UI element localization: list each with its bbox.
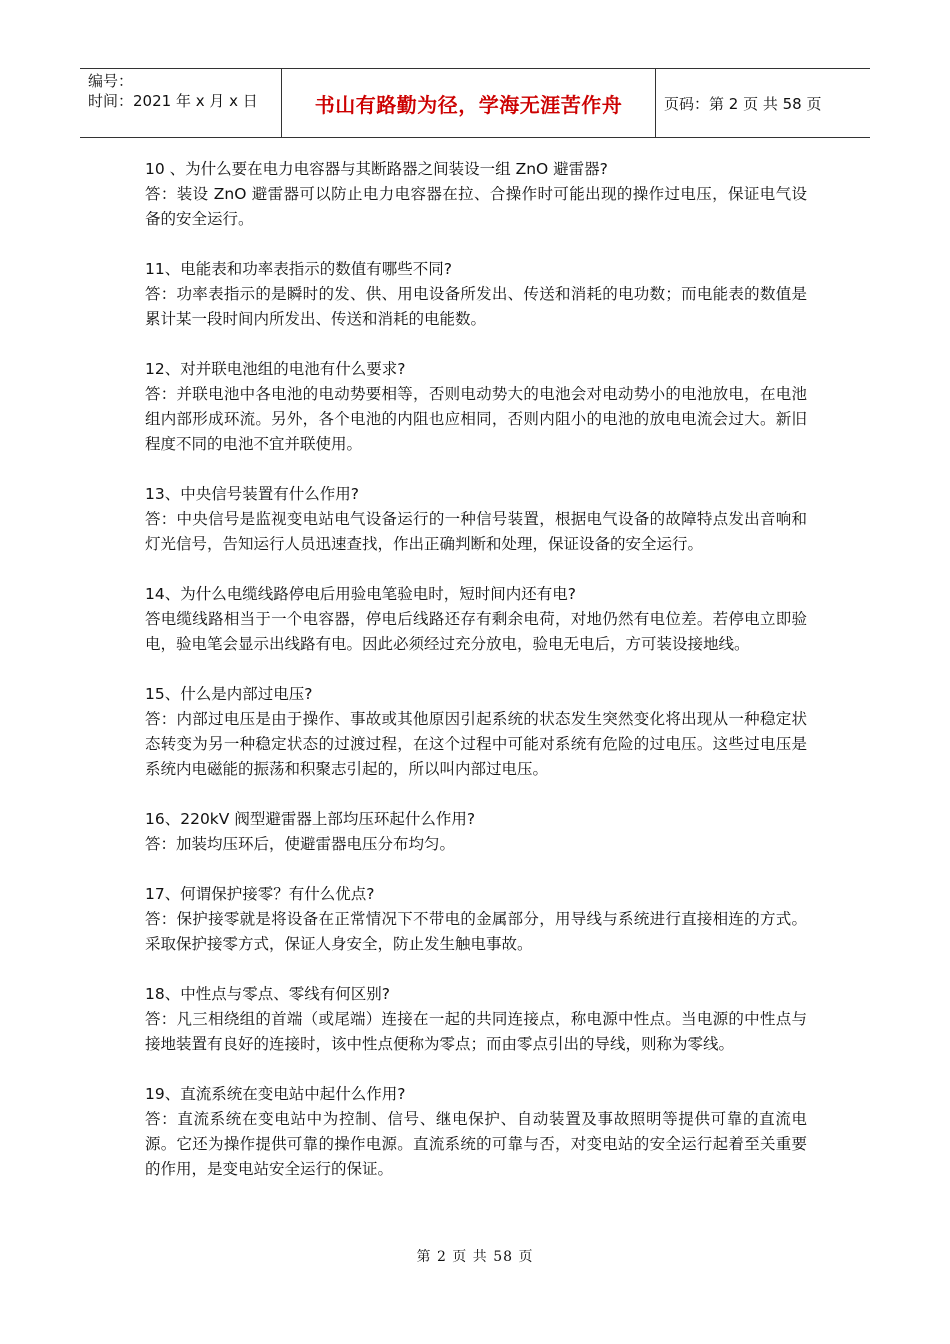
page-info-text: 页码：第 2 页 共 58 页: [664, 94, 822, 113]
footer-page-number: 第 2 页 共 58 页: [416, 1249, 534, 1265]
question-text: 14、为什么电缆线路停电后用验电笔验电时，短时间内还有电?: [145, 585, 576, 603]
qa-item: [145, 257, 807, 332]
answer-text: 答：功率表指示的是瞬时的发、供、用电设备所发出、传送和消耗的电功数；而电能表的数值是累计某一段时间内所发出、传送和消耗的电能数。: [145, 285, 807, 328]
answer-text: 答：内部过电压是由于操作、事故或其他原因引起系统的状态发生突然变化将出现从一种稳定状态转变为另一种稳定状态的过渡过程，在这个过程中可能对系统有危险的过电压。这些过电压是系统内电磁能的振荡和积聚志引起的，所以叫内部过电压。: [145, 710, 807, 778]
question-text: 16、220kV 阀型避雷器上部均压环起什么作用?: [145, 810, 476, 828]
header-motto-cell: [281, 69, 656, 137]
question-text: 17、何谓保护接零？有什么优点?: [145, 885, 375, 903]
qa-item: [145, 807, 807, 857]
qa-item: [145, 1082, 807, 1182]
answer-text: 答：装设 ZnO 避雷器可以防止电力电容器在拉、合操作时可能出现的操作过电压，保证电气设备的安全运行。: [145, 185, 807, 228]
motto-text: 书山有路勤为径，学海无涯苦作舟: [314, 92, 623, 117]
answer-text: 答：直流系统在变电站中为控制、信号、继电保护、自动装置及事故照明等提供可靠的直流电源。它还为操作提供可靠的操作电源。直流系统的可靠与否，对变电站的安全运行起着至关重要的作用，是变电站安全运行的保证。: [145, 1110, 807, 1178]
document-date: 时间：2021 年 x 月 x 日: [88, 92, 258, 110]
header-meta: [88, 71, 278, 111]
question-text: 19、直流系统在变电站中起什么作用?: [145, 1085, 406, 1103]
answer-text: 答：保护接零就是将设备在正常情况下不带电的金属部分，用导线与系统进行直接相连的方式。采取保护接零方式，保证人身安全，防止发生触电事故。: [145, 910, 807, 953]
qa-item: [145, 582, 807, 657]
qa-item: [145, 357, 807, 457]
qa-item: [145, 682, 807, 782]
question-text: 13、中央信号装置有什么作用?: [145, 485, 359, 503]
document-number-label: 编号：: [88, 72, 134, 90]
question-text: 15、什么是内部过电压?: [145, 685, 313, 703]
qa-item: [145, 157, 807, 232]
page-header: [80, 68, 870, 138]
qa-item: [145, 482, 807, 557]
answer-text: 答：中央信号是监视变电站电气设备运行的一种信号装置，根据电气设备的故障特点发出音响和灯光信号，告知运行人员迅速查找，作出正确判断和处理，保证设备的安全运行。: [145, 510, 807, 553]
question-text: 10 、为什么要在电力电容器与其断路器之间装设一组 ZnO 避雷器?: [145, 160, 608, 178]
qa-item: [145, 982, 807, 1057]
answer-text: 答：加装均压环后，使避雷器电压分布均匀。: [145, 835, 456, 853]
answer-text: 答电缆线路相当于一个电容器，停电后线路还存有剩余电荷，对地仍然有电位差。若停电立即验电，验电笔会显示出线路有电。因此必须经过充分放电，验电无电后，方可装设接地线。: [145, 610, 807, 653]
question-text: 18、中性点与零点、零线有何区别?: [145, 985, 390, 1003]
answer-text: 答：凡三相绕组的首端（或尾端）连接在一起的共同连接点，称电源中性点。当电源的中性点与接地装置有良好的连接时，该中性点便称为零点；而由零点引出的导线，则称为零线。: [145, 1010, 807, 1053]
page-footer: [0, 1246, 950, 1266]
question-text: 11、电能表和功率表指示的数值有哪些不同?: [145, 260, 452, 278]
qa-item: [145, 882, 807, 957]
header-page-info: [664, 69, 821, 137]
answer-text: 答：并联电池中各电池的电动势要相等，否则电动势大的电池会对电动势小的电池放电，在电池组内部形成环流。另外，各个电池的内阻也应相同，否则内阻小的电池的放电电流会过大。新旧程度不同的电池不宜并联使用。: [145, 385, 807, 453]
document-body: [145, 157, 807, 1207]
question-text: 12、对并联电池组的电池有什么要求?: [145, 360, 406, 378]
